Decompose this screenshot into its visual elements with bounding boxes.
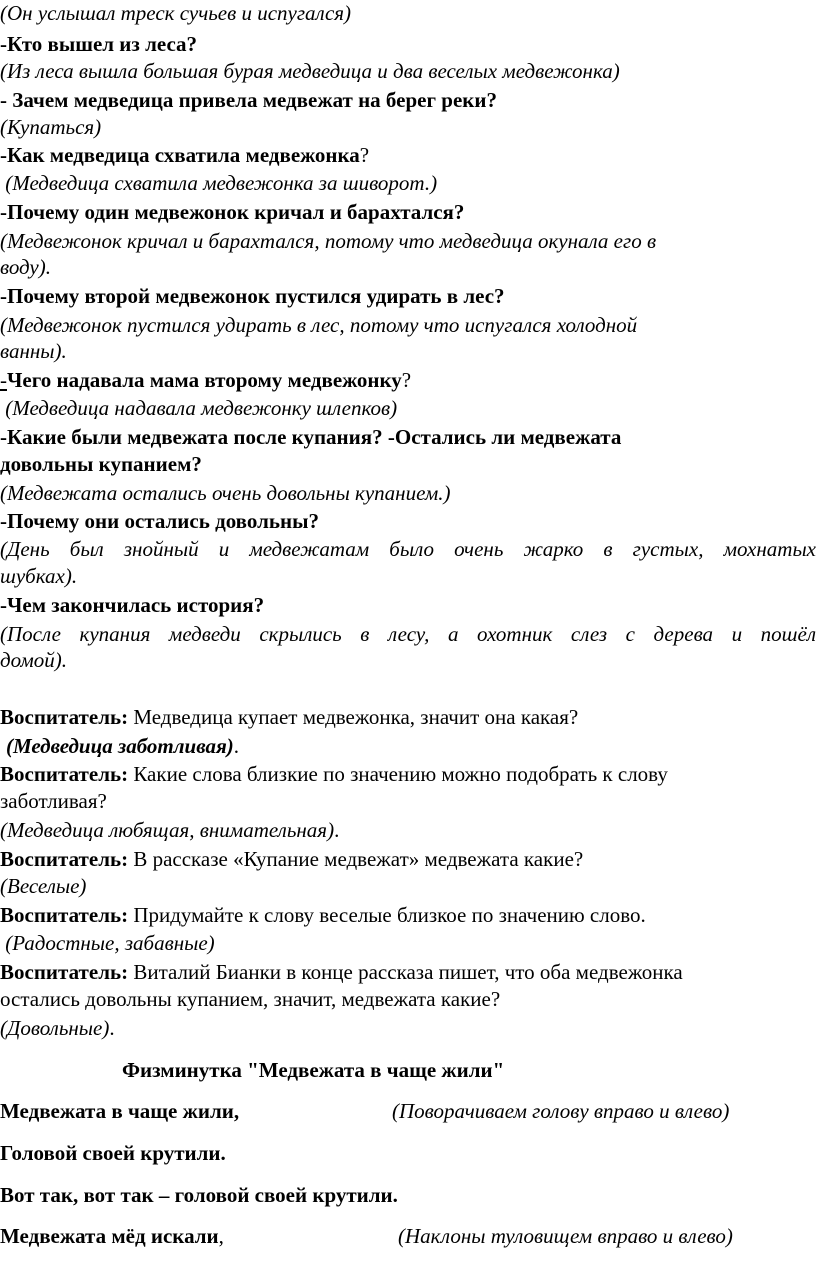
answer-line: шубках). (0, 564, 78, 588)
response-text: (Медведица любящая, внимательная) (0, 818, 335, 842)
answer-line: (Медвежонок пустился удирать в лес, потому что испугался холодной (0, 313, 638, 337)
answer-line: (Медвежата остались очень довольны купанием.) (0, 481, 451, 505)
response-line (0, 817, 816, 843)
response-text: (Довольные) (0, 1016, 110, 1040)
dialog-line (0, 704, 816, 730)
speaker-label: Воспитатель: (0, 847, 129, 871)
answer-line: (После купания медведи скрылись в лесу, а охотник слез с дерева и пошёл (0, 622, 816, 646)
answer-line: воду). (0, 255, 51, 279)
verse-text: Медвежата мёд искали (0, 1224, 219, 1248)
dialog-text: Придумайте к слову веселые близкое по значению слово. (128, 903, 646, 927)
speaker-label: Воспитатель: (0, 903, 129, 927)
response-line (0, 733, 816, 759)
question-line: - Зачем медведица привела медвежат на берег реки? (0, 88, 497, 112)
question-line: довольны купанием? (0, 452, 202, 476)
verse-punct: , (218, 1224, 224, 1248)
response-line (0, 1015, 816, 1041)
section-title: Физминутка "Медвежата в чаще жили" (122, 1058, 505, 1082)
speaker-label: Воспитатель: (0, 705, 129, 729)
speaker-label: Воспитатель: (0, 960, 129, 984)
dialog-text: В рассказе «Купание медвежат» медвежата какие? (128, 847, 584, 871)
answer-line: (Медведица схватила медвежонка за шиворот.) (0, 171, 438, 195)
dialog-line: заботливая? (0, 789, 107, 813)
response-end: . (109, 1016, 115, 1040)
question-mark: ? (401, 368, 412, 392)
response-end: . (334, 818, 340, 842)
question-line: -Кто вышел из леса? (0, 32, 198, 56)
question-line: -Почему один медвежонок кричал и барахтался? (0, 200, 465, 224)
answer-line: (День был знойный и медвежатам было очень жарко в густых, мохнатых (0, 537, 816, 561)
question-line: -Почему они остались довольны? (0, 509, 319, 533)
question-line (0, 142, 816, 168)
verse-line (0, 1098, 816, 1124)
answer-line: (Он услышал треск сучьев и испугался) (0, 1, 352, 25)
answer-line: (Медведица надавала медвежонку шлепков) (0, 396, 398, 420)
question-line: -Почему второй медвежонок пустился удирать в лес? (0, 284, 505, 308)
verse-note: (Наклоны туловищем вправо и влево) (398, 1224, 733, 1248)
question-line: -Какие были медвежата после купания? -Остались ли медвежата (0, 425, 622, 449)
verse-line: Головой своей крутили. (0, 1141, 226, 1165)
verse-note: (Поворачиваем голову вправо и влево) (392, 1099, 730, 1123)
speaker-label: Воспитатель: (0, 762, 129, 786)
answer-line: (Купаться) (0, 115, 102, 139)
response-text: (Медведица заботливая) (6, 734, 234, 758)
response-end: . (233, 734, 240, 758)
dialog-text: Медведица купает медвежонка, значит она какая? (128, 705, 579, 729)
answer-line: (Медвежонок кричал и барахтался, потому что медведица окунала его в (0, 229, 657, 253)
dialog-line (0, 761, 816, 787)
question-text: -Как медведица схватила медвежонка (0, 143, 360, 167)
verse-line: Вот так, вот так – головой своей крутили. (0, 1183, 398, 1207)
question-line: -Чем закончилась история? (0, 593, 265, 617)
dialog-text: Виталий Бианки в конце рассказа пишет, что оба медвежонка (128, 960, 683, 984)
response-line: (Радостные, забавные) (0, 931, 215, 955)
dialog-text: Какие слова близкие по значению можно подобрать к слову (128, 762, 668, 786)
question-dash: - (0, 368, 7, 392)
response-line: (Веселые) (0, 874, 87, 898)
verse-text: Медвежата в чаще жили, (0, 1099, 240, 1123)
question-text: Чего надавала мама второму медвежонку (7, 368, 402, 392)
dialog-line (0, 959, 816, 985)
question-mark: ? (359, 143, 370, 167)
dialog-line (0, 846, 816, 872)
dialog-line: остались довольны купанием, значит, медвежата какие? (0, 987, 501, 1011)
verse-line (0, 1223, 816, 1249)
answer-line: домой). (0, 648, 67, 672)
question-line (0, 367, 816, 393)
dialog-line (0, 902, 816, 928)
answer-line: ванны). (0, 339, 67, 363)
answer-line: (Из леса вышла большая бурая медведица и два веселых медвежонка) (0, 59, 620, 83)
